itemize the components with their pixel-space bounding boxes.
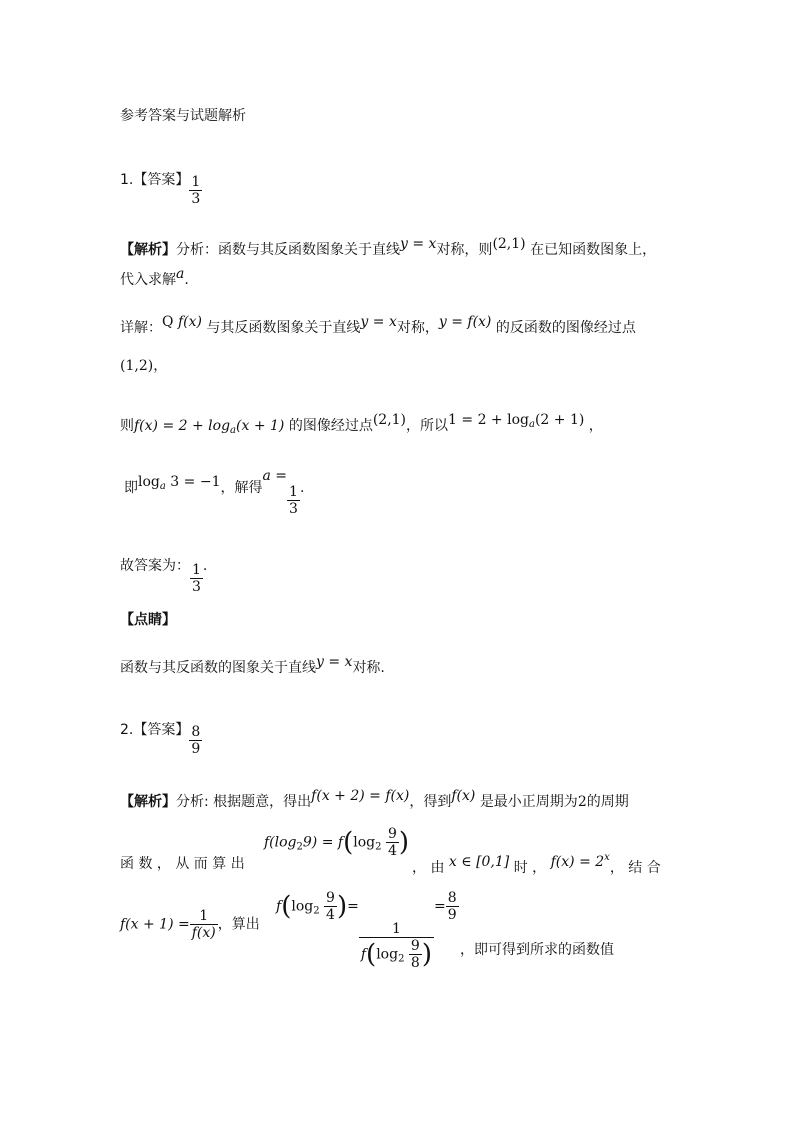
frac-den: 9 xyxy=(191,741,201,757)
text: 函 数 ， 从 而 算 出 xyxy=(120,856,245,872)
q2-math-log9 xyxy=(264,826,409,859)
q2-fx1 xyxy=(120,908,260,941)
text: 故答案为： xyxy=(120,558,190,574)
frac-num: 9 xyxy=(387,826,397,842)
paren-left: ( xyxy=(366,939,377,969)
math: = xyxy=(433,898,446,915)
text: 的反函数的图像经过点 xyxy=(495,320,636,336)
q2-frac-9-8 xyxy=(409,938,422,971)
frac-den: 3 xyxy=(192,579,201,595)
text: 代入求解 xyxy=(120,272,176,288)
frac-num: 8 xyxy=(191,724,201,740)
text: 函数与其反函数的图象关于直线 xyxy=(120,660,316,676)
math: f xyxy=(360,946,367,962)
q2-answer-fraction xyxy=(189,724,202,757)
frac-num: 1 xyxy=(199,908,209,924)
math: 9) = f xyxy=(302,834,344,851)
because-symbol: Q xyxy=(162,314,174,330)
q1-analysis-line1 xyxy=(120,236,657,260)
math: log xyxy=(291,898,314,915)
text: ， xyxy=(153,358,168,374)
math: a xyxy=(176,266,185,282)
q1-detail-line3 xyxy=(120,412,603,441)
q1-final-fraction xyxy=(190,562,203,595)
page-title: 参考答案与试题解析 xyxy=(120,108,246,124)
math: (2 + 1) xyxy=(534,412,585,428)
math: f(log xyxy=(264,834,297,851)
text: 在已知函数图象上， xyxy=(530,242,657,258)
math-sup: x xyxy=(604,852,610,863)
q2-analysis-end xyxy=(460,940,614,960)
text: . xyxy=(202,558,208,574)
text: 分析: 根据题意，得出 xyxy=(176,794,312,810)
math: f(x) xyxy=(451,788,476,804)
frac-den: f(x) xyxy=(191,925,216,941)
q1-answer-line xyxy=(120,170,202,207)
math: log xyxy=(353,834,376,851)
paren-left: ( xyxy=(281,891,292,922)
q1-head: 1.【答案】 xyxy=(120,172,190,188)
math: y = x xyxy=(316,654,353,670)
text: ， 由 xyxy=(412,860,445,876)
paren-right: ) xyxy=(336,891,348,922)
text: 对称， xyxy=(396,320,439,336)
text: ，解得 xyxy=(220,480,263,496)
frac-den: 3 xyxy=(289,501,298,517)
q2-answer-line xyxy=(120,720,202,757)
text: ， 结 合 xyxy=(609,860,661,876)
math-sub: a xyxy=(159,481,166,492)
math: f(x) = 2 xyxy=(550,854,605,870)
math: 2 xyxy=(577,794,587,810)
math: log xyxy=(376,946,399,962)
paren-right: ) xyxy=(421,939,432,969)
math: f(x) xyxy=(177,314,202,330)
text: 分析：函数与其反函数图象关于直线 xyxy=(176,242,400,258)
q1-a-fraction xyxy=(287,484,300,517)
math: = xyxy=(347,898,359,915)
frac-num: 1 xyxy=(192,562,201,578)
text: 即 xyxy=(124,480,138,496)
math: log xyxy=(138,474,160,490)
frac-num: 9 xyxy=(326,890,335,906)
q2-analysis-line1 xyxy=(120,788,629,812)
q2-head: 2.【答案】 xyxy=(120,722,190,738)
text: 的图像经过点 xyxy=(288,418,373,434)
math: (x + 1) xyxy=(236,418,285,434)
math: (2,1) xyxy=(492,236,526,252)
frac-num: 1 xyxy=(289,484,298,500)
detail-label: 详解： xyxy=(120,320,162,336)
text: 是最小正周期为 xyxy=(479,794,578,810)
analysis-label: 【解析】 xyxy=(120,242,176,258)
text: 则 xyxy=(120,418,134,434)
frac-num: 1 xyxy=(191,174,201,190)
frac-den: 9 xyxy=(447,907,457,923)
text: . xyxy=(299,480,305,496)
q2-frac-1-fx xyxy=(190,908,218,941)
q1-detail-line4 xyxy=(124,468,305,517)
frac-num: 1 xyxy=(391,920,401,937)
math: x ∈ [0,1] xyxy=(448,854,510,870)
math: y = f(x) xyxy=(438,314,492,330)
q1-detail-line1 xyxy=(120,314,636,338)
frac-den: 4 xyxy=(326,907,335,923)
math-sub: 2 xyxy=(296,841,303,853)
text: ， xyxy=(588,418,603,434)
math: f(x + 2) = f(x) xyxy=(311,788,410,804)
math: f(x + 1) = xyxy=(120,916,190,933)
paren-right: ) xyxy=(398,827,410,858)
math-sub: 2 xyxy=(313,905,320,917)
q2-frac-8-9 xyxy=(446,890,459,923)
frac-num: 8 xyxy=(447,890,457,906)
analysis-label: 【解析】 xyxy=(120,794,176,810)
q2-analysis-line2 xyxy=(120,854,245,874)
math: 1 = 2 + log xyxy=(448,412,529,428)
math: (2,1) xyxy=(372,412,407,428)
q2-frac-9-4 xyxy=(386,826,399,859)
math-sub: 2 xyxy=(375,841,382,853)
text: ，得到 xyxy=(409,794,452,810)
q1-detail-line2 xyxy=(120,356,167,376)
text: 与其反函数图象关于直线 xyxy=(206,320,361,336)
q1-final-answer xyxy=(120,556,207,595)
q2-math-result xyxy=(276,890,459,971)
text: 对称，则 xyxy=(436,242,493,258)
text: 的周期 xyxy=(586,794,629,810)
frac-den: 3 xyxy=(191,191,201,207)
paren-left: ( xyxy=(343,827,354,858)
math: y = x xyxy=(400,236,437,252)
text: 对称. xyxy=(352,660,385,676)
math: 3 = −1 xyxy=(170,474,221,490)
math: y = x xyxy=(360,314,397,330)
math: f(x) = 2 + log xyxy=(134,418,231,434)
frac-den: 8 xyxy=(410,954,420,971)
text: ，算出 xyxy=(217,916,260,933)
math-sub: a xyxy=(528,419,535,430)
frac-num: 9 xyxy=(410,937,420,954)
q1-summary xyxy=(120,654,385,678)
dianjing-label: 【点睛】 xyxy=(120,612,176,628)
math: f xyxy=(276,898,282,915)
frac-den: 4 xyxy=(387,843,397,859)
text: . xyxy=(184,272,189,288)
q2-analysis-line2b xyxy=(412,854,661,878)
text: ，所以 xyxy=(406,418,449,434)
text: ，即可得到所求的函数值 xyxy=(460,942,614,958)
q2-frac-9-4b xyxy=(324,890,337,923)
math-sub: a xyxy=(230,425,237,436)
q1-answer-fraction xyxy=(189,174,202,207)
q2-frac-big xyxy=(359,921,434,971)
text: 时 ， xyxy=(513,860,547,876)
math: a = xyxy=(262,468,288,484)
q1-analysis-line2 xyxy=(120,266,189,290)
math: (1,2) xyxy=(120,358,154,374)
frac-den xyxy=(359,937,434,971)
math-sub: 2 xyxy=(398,953,405,964)
